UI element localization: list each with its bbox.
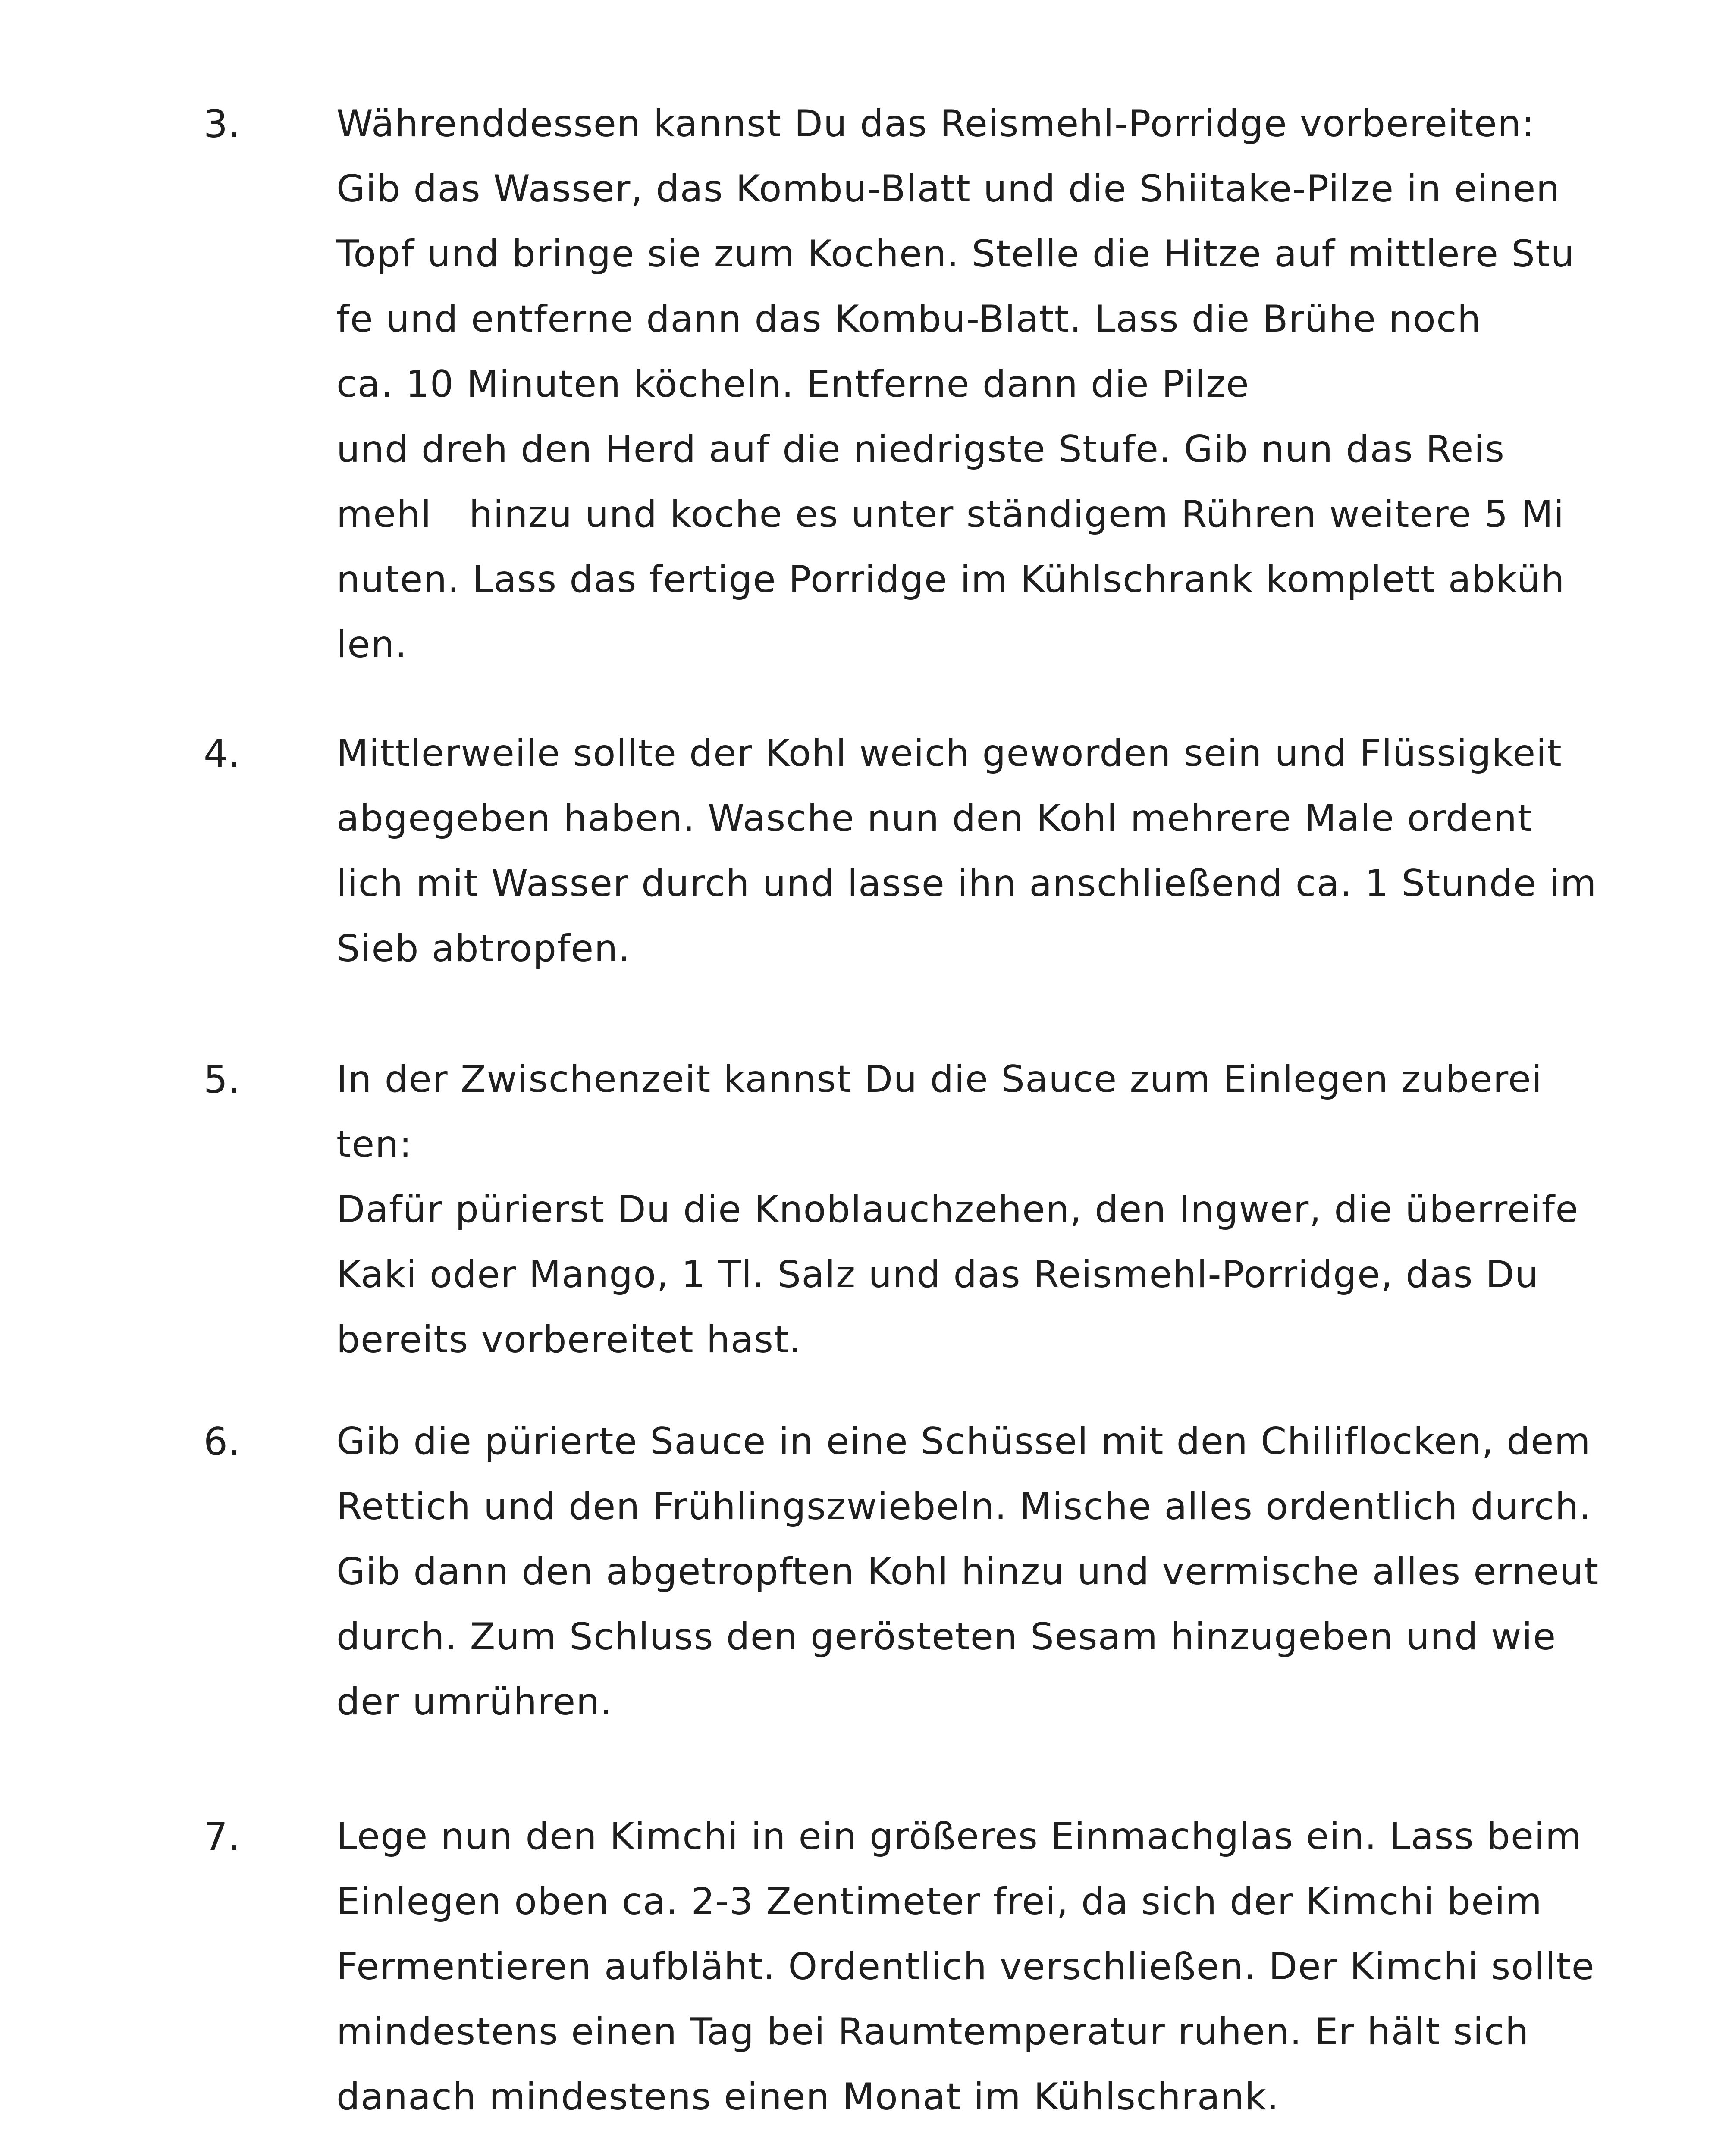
text-line: nuten. Lass das fertige Porridge im Kühlschrank komplett abküh <box>336 558 1565 601</box>
text-line: Dafür pürierst Du die Knoblauchzehen, den Ingwer, die überreife <box>336 1188 1579 1231</box>
text-line: len. <box>336 623 408 666</box>
text-line: Lege nun den Kimchi in ein größeres Einmachglas ein. Lass beim <box>336 1815 1582 1858</box>
text-line: Währenddessen kannst Du das Reismehl-Porridge vorbereiten: <box>336 102 1535 145</box>
text-line: fe und entferne dann das Kombu-Blatt. Lass die Brühe noch <box>336 298 1482 341</box>
text-line: abgegeben haben. Wasche nun den Kohl mehrere Male ordent <box>336 797 1533 840</box>
text-line: mindestens einen Tag bei Raumtemperatur ruhen. Er hält sich <box>336 2010 1529 2053</box>
step-text <box>336 1804 1595 2130</box>
text-line: lich mit Wasser durch und lasse ihn anschließend ca. 1 Stunde im <box>336 862 1597 905</box>
step-number: 5. <box>204 1057 241 1102</box>
text-line: Einlegen oben ca. 2-3 Zentimeter frei, da sich der Kimchi beim <box>336 1880 1543 1923</box>
step-number: 3. <box>204 102 241 146</box>
text-line: der umrühren. <box>336 1680 613 1724</box>
text-line: bereits vorbereitet hast. <box>336 1318 802 1361</box>
text-line: durch. Zum Schluss den gerösteten Sesam hinzugeben und wie <box>336 1615 1556 1658</box>
text-line: In der Zwischenzeit kannst Du die Sauce zum Einlegen zuberei <box>336 1058 1543 1101</box>
text-line: Gib dann den abgetropften Kohl hinzu und vermische alles erneut <box>336 1550 1599 1593</box>
step-text <box>336 91 1575 677</box>
text-line: Topf und bringe sie zum Kochen. Stelle die Hitze auf mittlere Stu <box>336 232 1575 276</box>
text-line: ca. 10 Minuten köcheln. Entferne dann die Pilze <box>336 363 1250 406</box>
text-line: ten: <box>336 1123 413 1166</box>
text-line: mehl hinzu und koche es unter ständigem Rühren weitere 5 Mi <box>336 493 1565 536</box>
step-number: 7. <box>204 1814 241 1859</box>
step-text <box>336 1047 1579 1373</box>
text-line: Sieb abtropfen. <box>336 927 631 970</box>
text-line: Gib die pürierte Sauce in eine Schüssel mit den Chiliflocken, dem <box>336 1420 1591 1463</box>
text-line: und dreh den Herd auf die niedrigste Stufe. Gib nun das Reis <box>336 428 1505 471</box>
text-line: Rettich und den Frühlingszwiebeln. Mische alles ordentlich durch. <box>336 1485 1592 1528</box>
step-number: 6. <box>204 1420 241 1464</box>
step-text <box>336 721 1597 981</box>
text-line: Fermentieren aufbläht. Ordentlich verschließen. Der Kimchi sollte <box>336 1945 1595 1988</box>
text-line: Mittlerweile sollte der Kohl weich geworden sein und Flüssigkeit <box>336 732 1563 775</box>
step-text <box>336 1409 1599 1735</box>
step-number: 4. <box>204 731 241 776</box>
text-line: Kaki oder Mango, 1 Tl. Salz und das Reismehl-Porridge, das Du <box>336 1253 1539 1296</box>
text-line: Gib das Wasser, das Kombu-Blatt und die Shiitake-Pilze in einen <box>336 167 1560 210</box>
text-line: danach mindestens einen Monat im Kühlschrank. <box>336 2075 1280 2118</box>
